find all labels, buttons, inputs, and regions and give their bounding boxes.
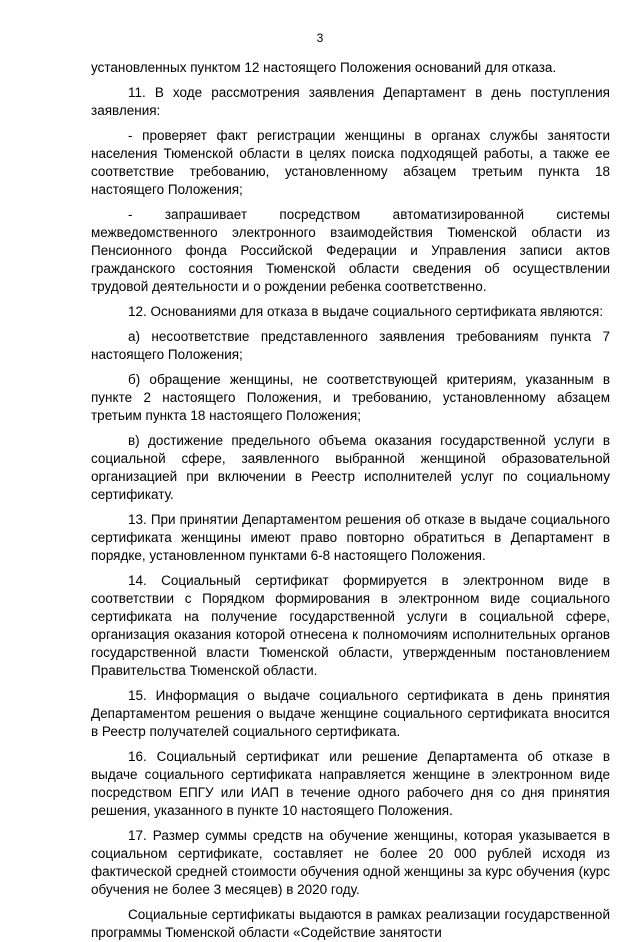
paragraph-dash-check: - проверяет факт регистрации женщины в органах службы занятости населения Тюменской области в целях поиска подходящей работы, а также ее соответствие требованию, установленному абзацем третьим пункта 18 настоящего Положения; bbox=[91, 128, 610, 197]
paragraph-item-14: 14. Социальный сертификат формируется в электронном виде в соответствии с Порядком формирования в электронном виде социального сертификата на получение государственной услуги в социальной сфере, организация оказания которой отнесена к полномочиям исполнительных органов государственной власти Тюменской области, утвержденным постановлением Правительства Тюменской области. bbox=[91, 573, 610, 678]
paragraph-subitem-v: в) достижение предельного объема оказания государственной услуги в социальной сфере, заявленного выбранной женщиной образовательной организацией при включении в Реестр исполнителей услуг по социальному сертификату. bbox=[91, 433, 610, 502]
paragraph-item-13: 13. При принятии Департаментом решения об отказе в выдаче социального сертификата женщины имеют право повторно обратиться в Департамент в порядке, установленном пунктами 6-8 настоящего Положения. bbox=[91, 512, 610, 563]
paragraph-item-17: 17. Размер суммы средств на обучение женщины, которая указывается в социальном сертификате, составляет не более 20 000 рублей исходя из фактической средней стоимости обучения одной женщины за курс обучения (курс обучения не более 3 месяцев) в 2020 году. bbox=[91, 828, 610, 897]
paragraph-subitem-b: б) обращение женщины, не соответствующей критериям, указанным в пункте 2 настоящего Положения, и требованию, установленному абзацем третьим пункта 18 настоящего Положения; bbox=[91, 372, 610, 423]
paragraph-dash-request: - запрашивает посредством автоматизированной системы межведомственного электронного взаимодействия Тюменской области из Пенсионного фонда Российской Федерации и Управления записи актов гражданского состояния Тюменской области сведения об осуществлении трудовой деятельности и о рождении ребенка соответственно. bbox=[91, 207, 610, 294]
paragraph-item-11: 11. В ходе рассмотрения заявления Департамент в день поступления заявления: bbox=[91, 85, 610, 118]
paragraph-subitem-a: а) несоответствие представленного заявления требованиям пункта 7 настоящего Положения; bbox=[91, 329, 610, 362]
paragraph-continuation: установленных пунктом 12 настоящего Положения оснований для отказа. bbox=[91, 60, 557, 75]
document-body bbox=[91, 59, 610, 942]
paragraph-item-12: 12. Основаниями для отказа в выдаче социального сертификата являются: bbox=[128, 304, 604, 319]
page-number: 3 bbox=[316, 31, 324, 45]
paragraph-certificates: Социальные сертификаты выдаются в рамках реализации государственной программы Тюменской области «Содействие занятости bbox=[91, 907, 610, 940]
paragraph-item-16: 16. Социальный сертификат или решение Департамента об отказе в выдаче социального сертификата направляется женщине в электронном виде посредством ЕПГУ или ИАП в течение одного рабочего дня со дня принятия решения, указанного в пункте 10 настоящего Положения. bbox=[91, 749, 610, 818]
paragraph-item-15: 15. Информация о выдаче социального сертификата в день принятия Департаментом решения о выдаче женщине социального сертификата вносится в Реестр получателей социального сертификата. bbox=[91, 688, 610, 739]
